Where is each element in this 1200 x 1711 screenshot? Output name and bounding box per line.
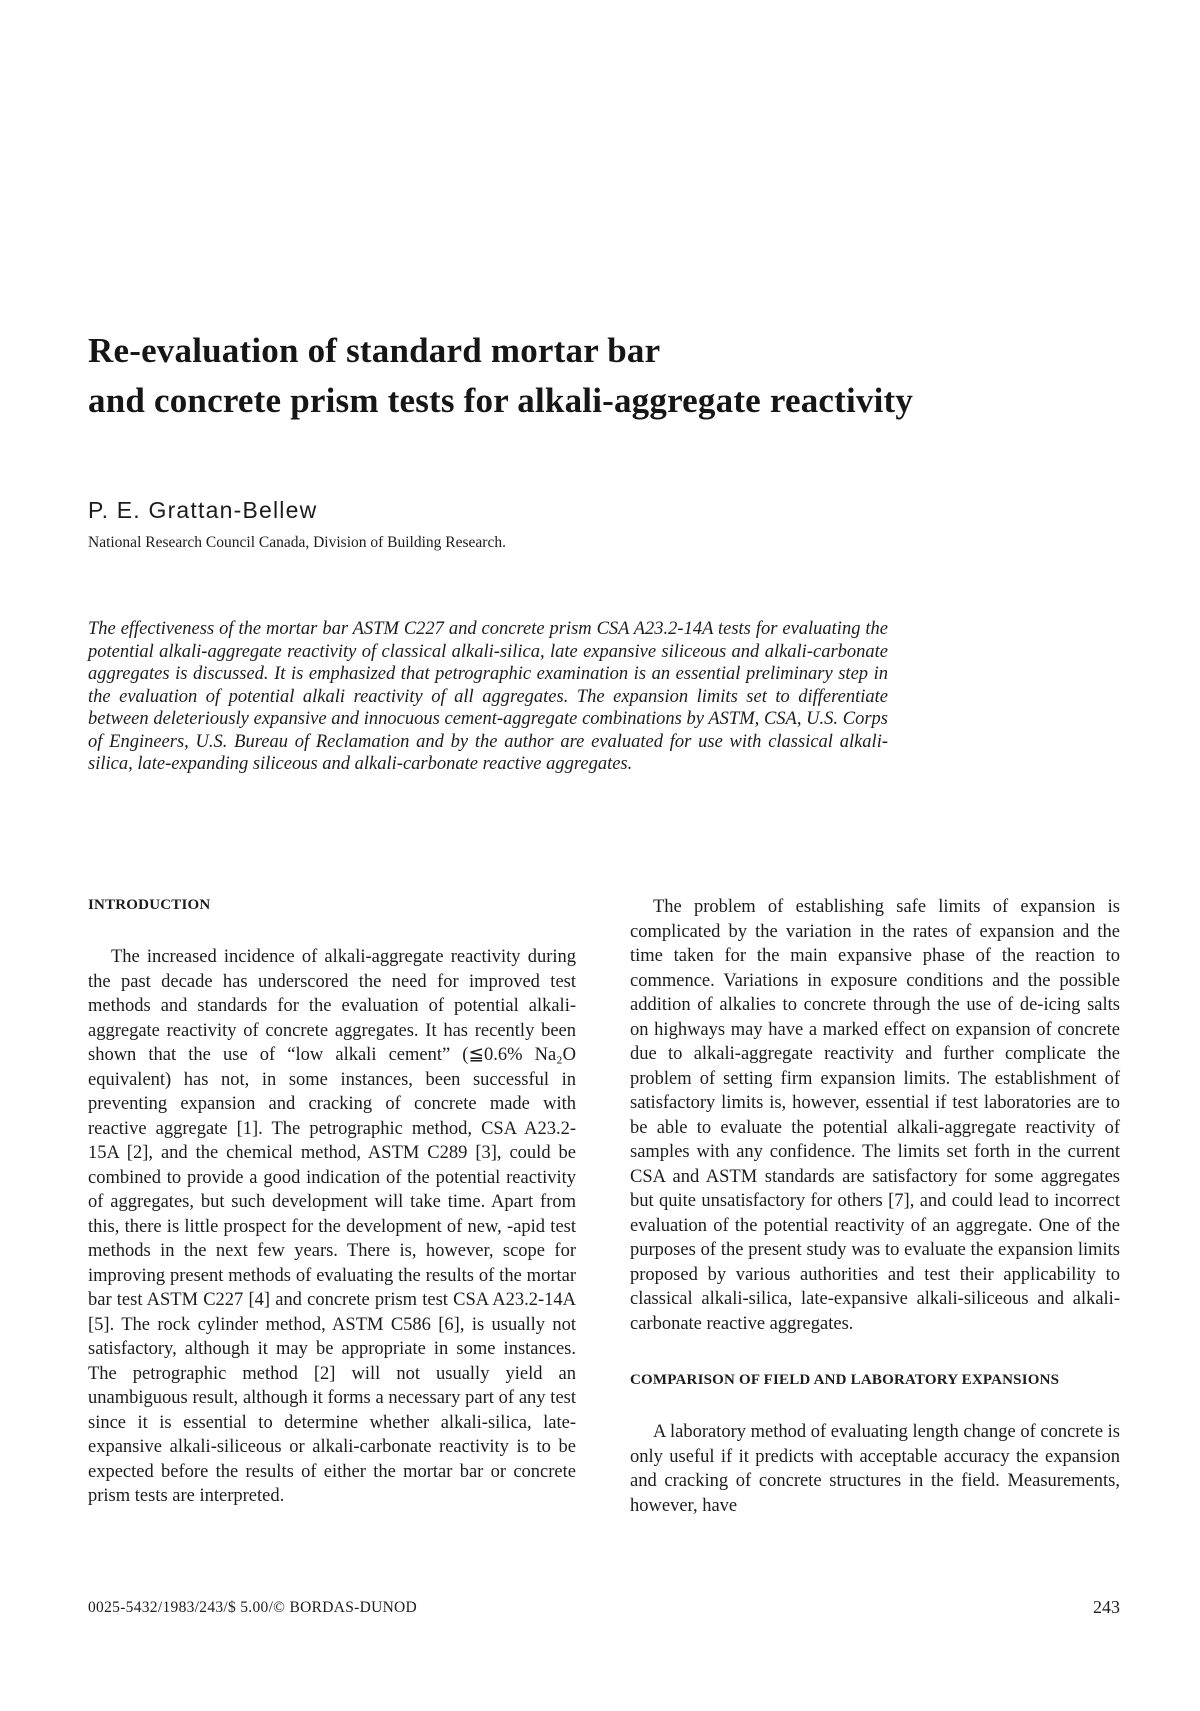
footer-publication-code: 0025-5432/1983/243/$ 5.00/© BORDAS-DUNOD <box>88 1599 418 1616</box>
section-heading-introduction: INTRODUCTION <box>88 897 211 913</box>
page-number: 243 <box>1093 1597 1120 1617</box>
comparison-paragraph: A laboratory method of evaluating length change of concrete is only useful if it predicts with acceptable accuracy the expansion and cracking of concrete structures in the field. Measurements, however, have <box>630 1422 1120 1516</box>
section-heading-comparison: COMPARISON OF FIELD AND LABORATORY EXPANSIONS <box>630 1372 1060 1388</box>
author-name: P. E. Grattan-Bellew <box>88 497 318 523</box>
right-column <box>630 895 1120 1518</box>
author-affiliation: National Research Council Canada, Division of Building Research. <box>88 534 506 551</box>
article-title-line-1: Re-evaluation of standard mortar bar <box>88 331 661 370</box>
article-title <box>88 326 1128 426</box>
abstract: The effectiveness of the mortar bar ASTM C227 and concrete prism CSA A23.2-14A tests for evaluating the potential alkali-aggregate reactivity of classical alkali-silica, late expansive siliceous and alkali-carbonate aggregates is discussed. It is emphasized that petrographic examination is an essential preliminary step in the evaluation of potential alkali reactivity of all aggregates. The expansion limits set to differentiate between deleteriously expansive and innocuous cement-aggregate combinations by ASTM, CSA, U.S. Corps of Engineers, U.S. Bureau of Reclamation and by the author are evaluated for use with classical alkali-silica, late-expanding siliceous and alkali-carbonate reactive aggregates. <box>88 619 888 774</box>
article-title-line-2: and concrete prism tests for alkali-aggregate reactivity <box>88 381 914 420</box>
expansion-limits-paragraph: The problem of establishing safe limits of expansion is complicated by the variation in the rates of expansion and the time taken for the main expansive phase of the reaction to commence. Variations in exposure conditions and the possible addition of alkalies to concrete through the use of de-icing salts on highways may have a marked effect on expansion of concrete due to alkali-aggregate reactivity and further complicate the problem of setting firm expansion limits. The establishment of satisfactory limits is, however, essential if test laboratories are to be able to evaluate the potential alkali-aggregate reactivity of samples with any confidence. The limits set forth in the current CSA and ASTM standards are satisfactory for some aggregates but quite unsatisfactory for others [7], and could lead to incorrect evaluation of the potential reactivity of an aggregate. One of the purposes of the present study was to evaluate the expansion limits proposed by various authorities and test their applicability to classical alkali-silica, late-expansive alkali-siliceous and alkali-carbonate reactive aggregates. <box>630 897 1120 1334</box>
introduction-paragraph: The increased incidence of alkali-aggregate reactivity during the past decade has underscored the need for improved test methods and standards for the evaluation of potential alkali-aggregate reactivity of concrete aggregates. It has recently been shown that the use of “low alkali cement” (≦0.6% Na₂O equivalent) has not, in some instances, been successful in preventing expansion and cracking of concrete made with reactive aggregate [1]. The petrographic method, CSA A23.2-15A [2], and the chemical method, ASTM C289 [3], could be combined to provide a good indication of the potential reactivity of aggregates, but such development will take time. Apart from this, there is little prospect for the development of new, -apid test methods in the next few years. There is, however, scope for improving present methods of evaluating the results of the mortar bar test ASTM C227 [4] and concrete prism test CSA A23.2-14A [5]. The rock cylinder method, ASTM C586 [6], is usually not satisfactory, although it may be appropriate in some instances. The petrographic method [2] will not usually yield an unambiguous result, although it forms a necessary part of any test since it is essential to determine whether alkali-silica, late-expansive alkali-siliceous or alkali-carbonate reactivity is to be expected before the results of either the mortar bar or concrete prism tests are interpreted. <box>88 947 576 1506</box>
left-column <box>88 895 576 1509</box>
